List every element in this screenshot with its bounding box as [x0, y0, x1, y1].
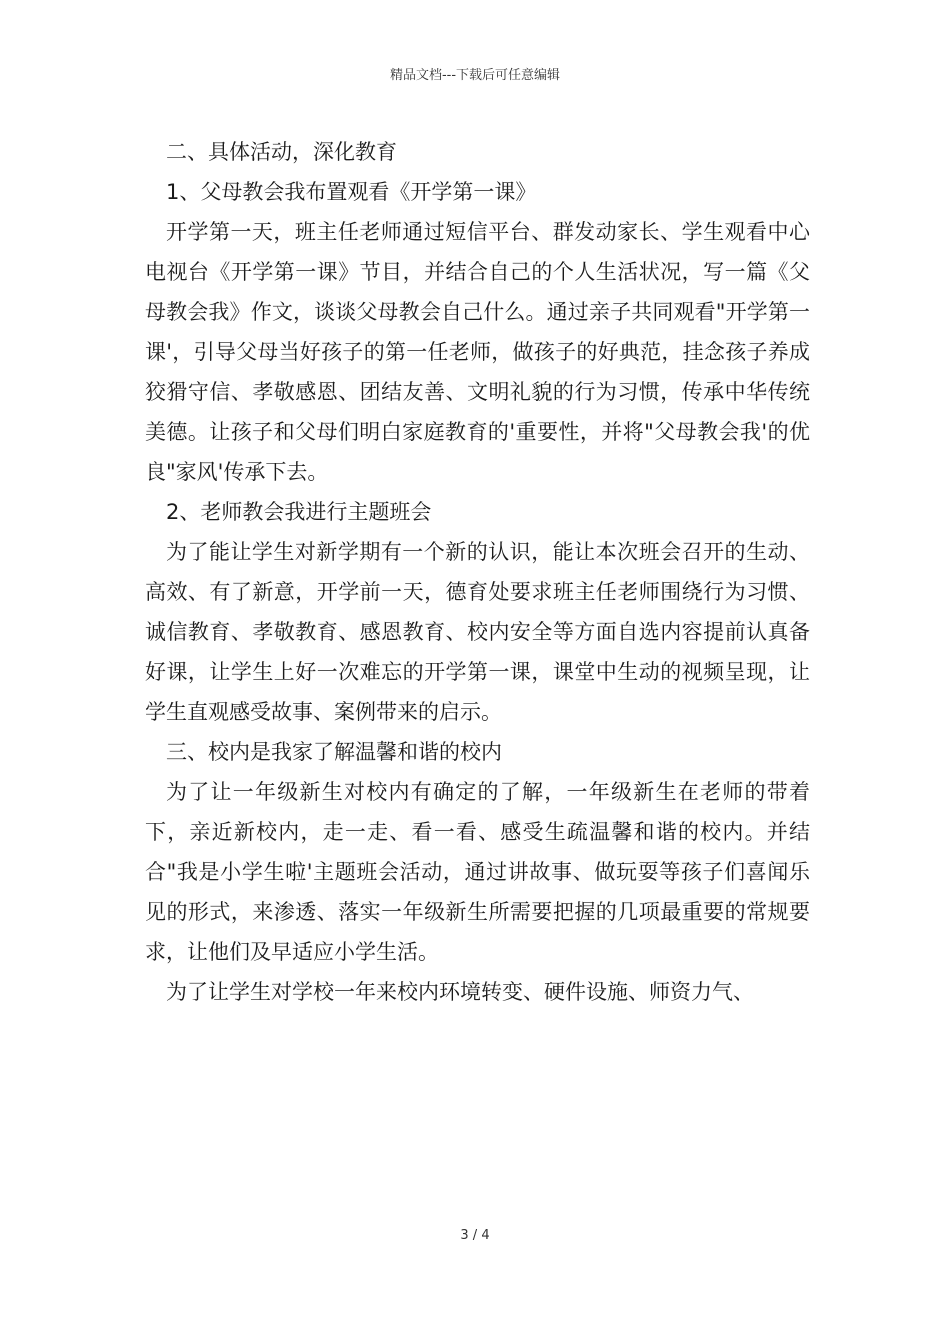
paragraph-section-3-1: 为了让一年级新生对校内有确定的了解，一年级新生在老师的带着下，亲近新校内，走一走、看一看、感受生疏温馨和谐的校内。并结合"我是小学生啦'主题班会活动，通过讲故事、做玩耍等孩子们喜闻乐见的形式，来渗透、落实一年级新生所需要把握的几项最重要的常规要求，让他们及早适应小学生活。: [145, 780, 810, 964]
item-heading-1: 1、父母教会我布置观看《开学第一课》: [166, 180, 537, 204]
paragraph-section-3-2: 为了让学生对学校一年来校内环境转变、硬件设施、师资力气、: [166, 980, 754, 1004]
section-heading-2: 二、具体活动，深化教育: [166, 140, 397, 164]
page-header: 精品文档---下载后可任意编辑: [389, 68, 561, 83]
page-number: 3 / 4: [460, 1228, 490, 1243]
paragraph-item-2: 为了能让学生对新学期有一个新的认识，能让本次班会召开的生动、高效、有了新意，开学前一天，德育处要求班主任老师围绕行为习惯、诚信教育、孝敬教育、感恩教育、校内安全等方面自选内容提前认真备好课，让学生上好一次难忘的开学第一课，课堂中生动的视频呈现，让学生直观感受故事、案例带来的启示。: [145, 540, 810, 724]
section-heading-3: 三、校内是我家了解温馨和谐的校内: [166, 740, 502, 764]
paragraph-item-1: 开学第一天，班主任老师通过短信平台、群发动家长、学生观看中心电视台《开学第一课》节目，并结合自己的个人生活状况，写一篇《父母教会我》作文，谈谈父母教会自己什么。通过亲子共同观看"开学第一课'，引导父母当好孩子的第一任老师，做孩子的好典范，挂念孩子养成狡猾守信、孝敬感恩、团结友善、文明礼貌的行为习惯，传承中华传统美德。让孩子和父母们明白家庭教育的'重要性，并将"父母教会我'的优良"家风'传承下去。: [145, 220, 810, 484]
document-body: [145, 132, 810, 1012]
item-heading-2: 2、老师教会我进行主题班会: [166, 500, 432, 524]
